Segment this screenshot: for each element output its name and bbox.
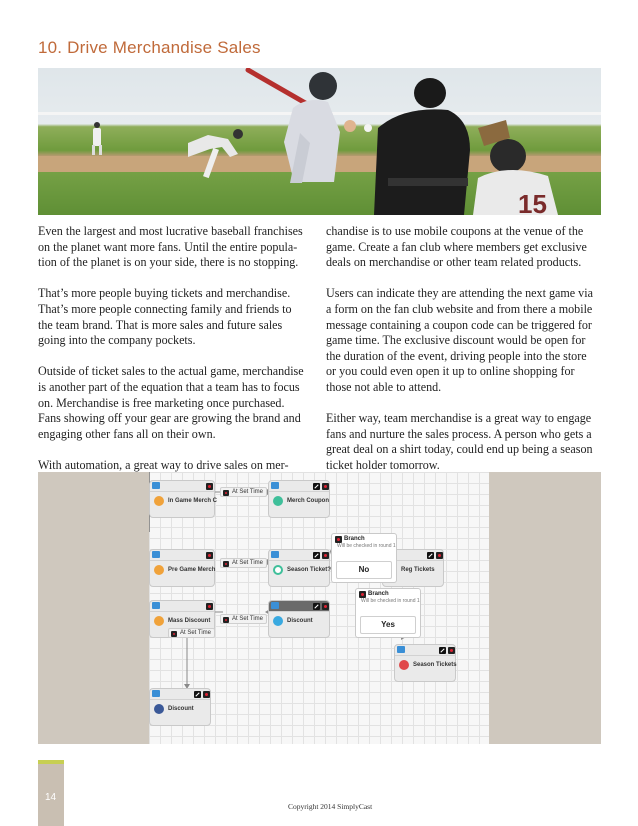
timer-at-set-time[interactable]: At Set Time [220, 614, 267, 624]
workflow-node-pre-game[interactable]: Pre Game Merch [149, 549, 215, 587]
coupon-icon [273, 496, 283, 506]
paragraph: Either way, team merchandise is a great way to engage fans and nurture the sales process. A person who gets a great deal on a shirt today, could end up being a season ticket holder tomorrow. [326, 411, 593, 472]
workflow-node-discount-facebook[interactable]: Discount [149, 688, 211, 726]
sms-icon [154, 496, 164, 506]
baseball-photo [38, 68, 601, 215]
paragraph: Users can indicate they are attending the next game via a form on the fan club website and from there a mobile message containing a coupon code can be triggered for game time. The exclusive discount would be open for the duration of the event, driving people into the store or you could even open it up to online shopping for those not able to attend. [326, 286, 593, 394]
workflow-branch-no[interactable]: Branch Will be checked in round 1 No [331, 533, 397, 583]
section-title: 10. Drive Merchandise Sales [38, 38, 261, 57]
sms-icon [154, 565, 164, 575]
paragraph: That’s more people buying tickets and merchandise. That’s more people connecting family and friends to the team brand. That is more sales and future sales going into the company pockets. [38, 286, 292, 348]
ticket-icon [399, 660, 409, 670]
workflow-node-season-ticket-question[interactable]: Season Ticket? [268, 549, 330, 587]
twitter-icon [273, 616, 283, 626]
paragraph: chandise is to use mobile coupons at the venue of the game. Create a fan club where members get exclusive deals on merchandise or other team related products. [326, 224, 587, 270]
timer-at-set-time[interactable]: At Set Time [220, 558, 267, 568]
timer-at-set-time[interactable]: At Set Time [220, 487, 267, 497]
workflow-node-reg-tickets[interactable]: Reg Tickets [382, 549, 444, 587]
workflow-node-merch-coupon[interactable]: Merch Coupon [268, 480, 330, 518]
workflow-node-discount-twitter[interactable]: Discount [268, 600, 330, 638]
text-column-left [38, 224, 306, 489]
facebook-icon [154, 704, 164, 714]
workflow-branch-yes[interactable]: Branch Will be checked in round 1 Yes [355, 588, 421, 638]
paragraph: Even the largest and most lucrative baseball franchises on the planet want more fans. Until the entire popula-tion of the planet is on your side, there is no stopping. [38, 224, 303, 270]
baseball-photo-illustration [38, 68, 601, 215]
text-column-right [326, 224, 594, 489]
workflow-node-in-game[interactable]: In Game Merch C [149, 480, 215, 518]
paragraph: With automation, a great way to drive sales on mer- [38, 457, 289, 472]
page-number: 14 [45, 792, 57, 803]
workflow-screenshot [38, 472, 601, 744]
workflow-canvas [149, 472, 489, 744]
svg-text:15: 15 [518, 189, 547, 215]
workflow-node-season-tickets[interactable]: Season Tickets [394, 644, 456, 682]
survey-icon [273, 565, 283, 575]
workflow-node-mass-discount[interactable]: Mass Discount [149, 600, 215, 638]
copyright-text: Copyright 2014 SimplyCast [288, 802, 373, 811]
sms-icon [154, 616, 164, 626]
paragraph: Outside of ticket sales to the actual game, merchandise is another part of the equation that a team has to focus on. Merchandise is free marketing once purchased. Fans showing off your gear are growing the brand and engaging other fans all on their own. [38, 364, 304, 441]
timer-at-set-time[interactable]: At Set Time [168, 628, 215, 638]
